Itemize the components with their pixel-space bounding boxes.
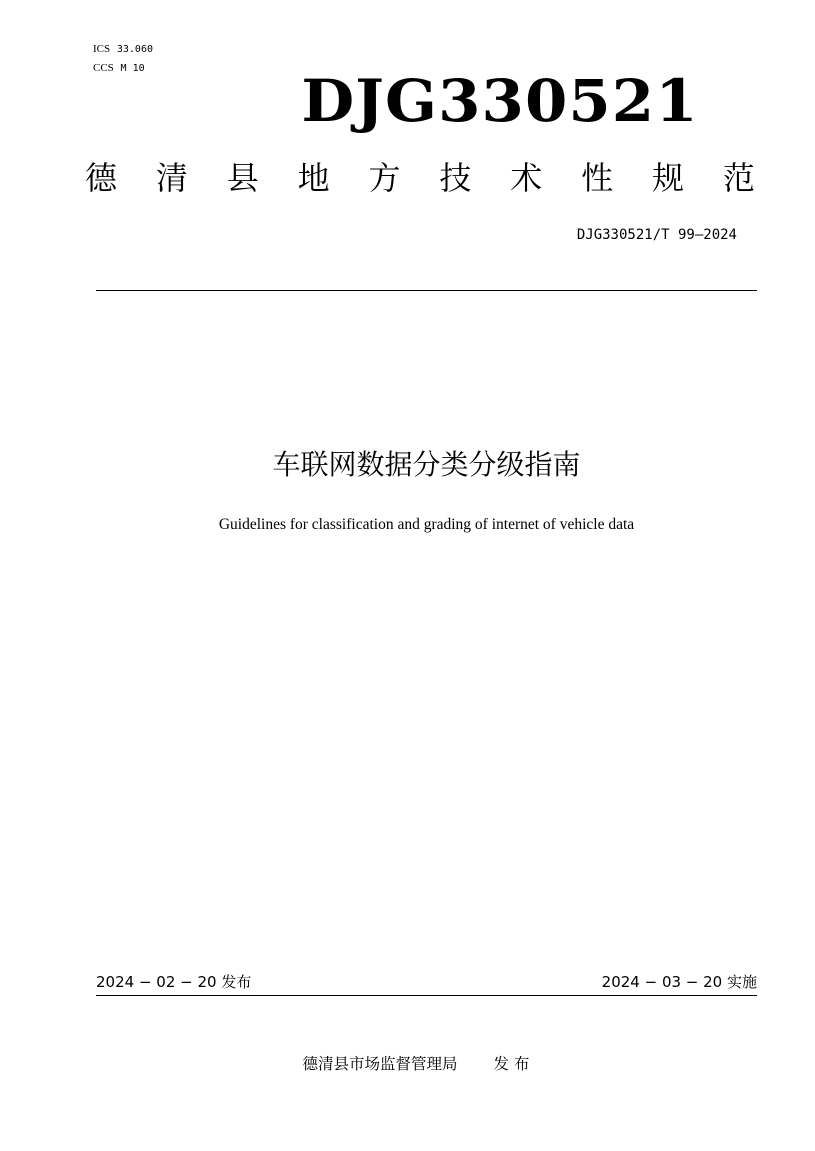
date-row [96,971,757,996]
standard-type-char: 清 [155,159,188,197]
standard-type-char: 县 [226,159,259,197]
standard-type-char: 德 [85,159,118,197]
header-divider [96,290,757,291]
publisher-action: 发 布 [493,1055,530,1073]
standard-number: DJG330521/T 99—2024 [576,227,737,243]
standard-code: DJG330521 [301,67,699,135]
ics-value: 33.060 [116,44,153,55]
ccs-value: M 10 [120,63,145,74]
document-title-chinese: 车联网数据分类分级指南 [272,448,581,481]
standard-type [85,158,755,198]
standard-type-char: 性 [581,159,614,197]
issue-date: 2024 − 02 − 20 发布 [96,973,252,991]
classification-codes [93,40,153,78]
standard-type-char: 范 [722,159,755,197]
ics-line [93,40,153,59]
publisher-name: 德清县市场监督管理局 [302,1055,458,1073]
document-title-english: Guidelines for classification and grading of internet of vehicle data [218,516,635,533]
ccs-label: CCS [93,62,114,74]
standard-type-char: 规 [652,159,685,197]
standard-type-char: 方 [368,159,401,197]
standard-type-char: 术 [510,159,543,197]
standard-type-char: 地 [297,159,330,197]
standard-type-char: 技 [439,159,472,197]
publisher-line [0,1053,815,1075]
implementation-date: 2024 − 03 − 20 实施 [601,973,757,991]
ics-label: ICS [93,43,111,55]
ccs-line [93,59,153,78]
